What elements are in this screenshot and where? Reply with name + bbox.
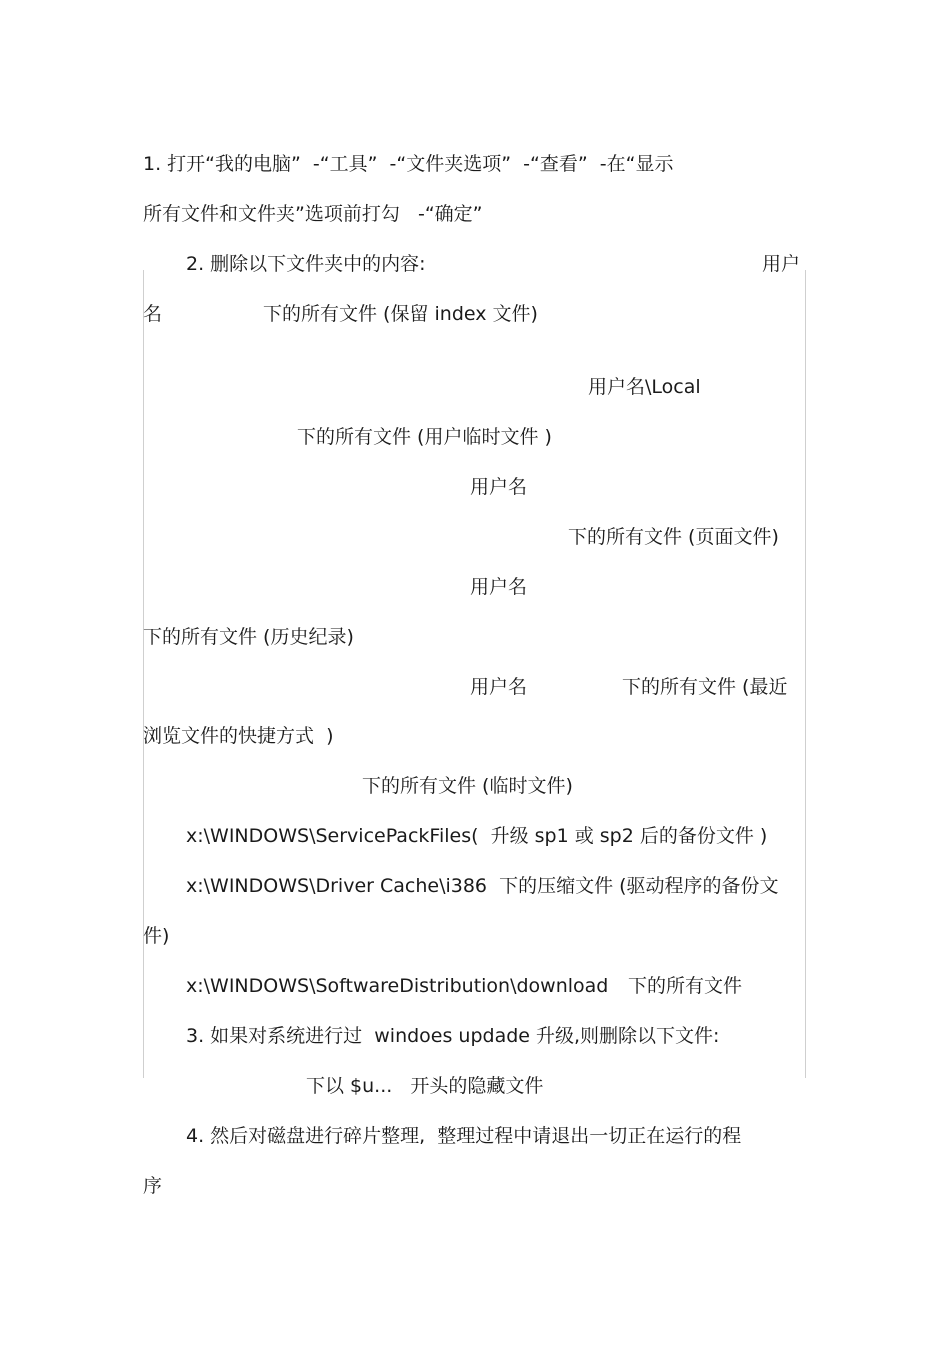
path-servicepackfiles: x:\WINDOWS\ServicePackFiles( 升级 sp1 或 sp2 后的备份文件 ): [186, 825, 768, 847]
path-line-name: 名: [143, 303, 163, 325]
path-username-1: 用户名: [470, 476, 528, 498]
path-driver-cache-cont: 件): [143, 925, 170, 947]
step-3-hidden-files: 下以 $u... 开头的隐藏文件: [306, 1075, 544, 1097]
path-desc-user-temp: 下的所有文件 (用户临时文件 ): [297, 426, 552, 448]
path-desc-temp-files: 下的所有文件 (临时文件): [362, 775, 573, 797]
path-driver-cache: x:\WINDOWS\Driver Cache\i386 下的压缩文件 (驱动程序的备份文: [186, 875, 779, 897]
path-username-3: 用户名: [470, 676, 528, 698]
step-4-line-2: 序: [143, 1175, 163, 1197]
path-softwaredistribution-desc: 下的所有文件: [628, 975, 743, 997]
path-local: 用户名\Local: [588, 376, 701, 398]
path-desc-page-files: 下的所有文件 (页面文件): [568, 526, 779, 548]
step-2-fragment-user: 用户: [762, 253, 801, 275]
step-4-line-1: 4. 然后对磁盘进行碎片整理, 整理过程中请退出一切正在运行的程: [186, 1125, 742, 1147]
path-desc-recent: 下的所有文件 (最近: [622, 676, 788, 698]
path-softwaredistribution: x:\WINDOWS\SoftwareDistribution\download: [186, 975, 609, 997]
path-username-2: 用户名: [470, 576, 528, 598]
step-1-line-1: 1. 打开“我的电脑” -“工具” -“文件夹选项” -“查看” -在“显示: [143, 153, 674, 175]
step-1-line-2: 所有文件和文件夹”选项前打勾 -“确定”: [143, 203, 483, 225]
path-desc-history: 下的所有文件 (历史纪录): [143, 626, 354, 648]
path-desc-keep-index: 下的所有文件 (保留 index 文件): [263, 303, 538, 325]
content-frame: [143, 270, 806, 1078]
step-3-line: 3. 如果对系统进行过 windoes updade 升级,则删除以下文件:: [186, 1025, 720, 1047]
path-desc-recent-cont: 浏览文件的快捷方式 ): [143, 725, 334, 747]
step-2-heading: 2. 删除以下文件夹中的内容:: [186, 253, 426, 275]
